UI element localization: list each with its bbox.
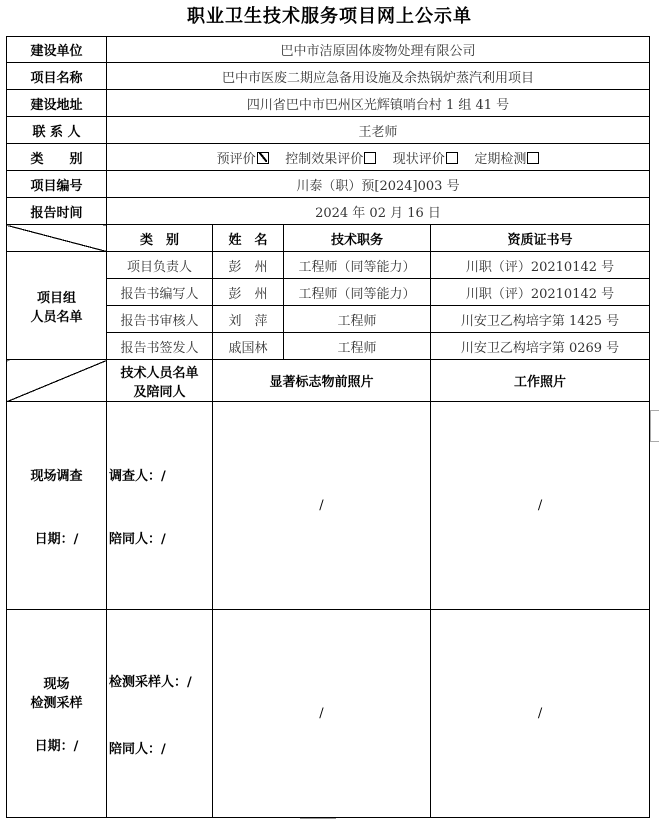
project-name-value: 巴中市医废二期应急备用设施及余热锅炉蒸汽利用项目 <box>107 63 650 90</box>
option-pre-evaluation[interactable]: 预评价 <box>217 152 269 167</box>
survey-work-photo: / <box>431 402 650 610</box>
team-header-role: 类 别 <box>107 225 213 252</box>
sampling-date: 日期：/ <box>34 739 79 754</box>
construction-unit-value: 巴中市洁原固体废物处理有限公司 <box>107 37 650 63</box>
team-cert: 川安卫乙构培字第 0269 号 <box>431 333 650 360</box>
survey-date: 日期：/ <box>34 531 79 547</box>
address-label: 建设地址 <box>7 90 107 117</box>
row-contact <box>7 117 650 144</box>
team-name: 戚国林 <box>213 333 284 360</box>
team-header-title: 技术职务 <box>284 225 431 252</box>
team-role: 报告书审核人 <box>107 306 213 333</box>
checkbox-icon[interactable] <box>446 152 458 164</box>
team-name: 刘 萍 <box>213 306 284 333</box>
team-cert: 川安卫乙构培字第 1425 号 <box>431 306 650 333</box>
project-number-value: 川泰（职）预[2024]003 号 <box>107 171 650 198</box>
team-title: 工程师 <box>284 306 431 333</box>
survey-row <box>7 402 650 610</box>
report-date-label: 报告时间 <box>7 198 107 225</box>
sampling-label-line2: 检测采样 <box>30 696 83 711</box>
row-category <box>7 144 650 171</box>
sampling-companion: 陪同人：/ <box>109 741 166 757</box>
address-value: 四川省巴中市巴州区光辉镇哨台村 1 组 41 号 <box>107 90 650 117</box>
notice-table <box>6 36 650 818</box>
row-address <box>7 90 650 117</box>
row-project-name <box>7 63 650 90</box>
option-control-effect-evaluation[interactable]: 控制效果评价 <box>285 152 376 167</box>
row-project-number <box>7 171 650 198</box>
construction-unit-label: 建设单位 <box>7 37 107 63</box>
survey-label: 现场调查 <box>30 468 83 484</box>
team-header-cert: 资质证书号 <box>431 225 650 252</box>
project-name-label: 项目名称 <box>7 63 107 90</box>
survey-sign-photo: / <box>213 402 431 610</box>
checkbox-icon[interactable] <box>364 152 376 164</box>
survey-label-cell <box>7 402 107 610</box>
team-role: 报告书编写人 <box>107 279 213 306</box>
sampling-staff-cell <box>107 610 213 818</box>
team-role: 项目负责人 <box>107 252 213 279</box>
team-header-row <box>7 225 650 252</box>
contact-label: 联 系 人 <box>7 117 107 144</box>
team-group-label: 项目组 人员名单 <box>7 252 107 360</box>
sign-photo-header: 显著标志物前照片 <box>213 360 431 402</box>
project-number-label: 项目编号 <box>7 171 107 198</box>
report-date-value: 2024 年 02 月 16 日 <box>107 198 650 225</box>
photos-header-row <box>7 360 650 402</box>
sampling-sampler: 检测采样人：/ <box>109 674 192 690</box>
diagonal-cell <box>7 360 107 402</box>
team-title: 工程师 <box>284 333 431 360</box>
sampling-row <box>7 610 650 818</box>
checked-box-icon[interactable] <box>257 152 269 164</box>
survey-staff-cell <box>107 402 213 610</box>
team-header-name: 姓 名 <box>213 225 284 252</box>
side-resize-handle[interactable] <box>650 410 659 442</box>
team-cert: 川职（评）20210142 号 <box>431 279 650 306</box>
diagonal-cell <box>7 225 107 252</box>
checkbox-icon[interactable] <box>527 152 539 164</box>
team-role: 报告书签发人 <box>107 333 213 360</box>
page-title: 职业卫生技术服务项目网上公示单 <box>187 6 472 27</box>
option-status-evaluation[interactable]: 现状评价 <box>393 152 458 167</box>
sampling-sign-photo: / <box>213 610 431 818</box>
team-title: 工程师（同等能力） <box>284 252 431 279</box>
survey-companion: 陪同人：/ <box>109 531 166 547</box>
sampling-work-photo: / <box>431 610 650 818</box>
sampling-label-cell <box>7 610 107 818</box>
staff-header: 技术人员名单 及陪同人 <box>107 360 213 402</box>
team-title: 工程师（同等能力） <box>284 279 431 306</box>
team-cert: 川职（评）20210142 号 <box>431 252 650 279</box>
contact-value: 王老师 <box>107 117 650 144</box>
team-row <box>7 252 650 279</box>
team-name: 彭 州 <box>213 252 284 279</box>
team-name: 彭 州 <box>213 279 284 306</box>
survey-investigator: 调查人：/ <box>109 468 166 484</box>
row-construction-unit <box>7 37 650 63</box>
work-photo-header: 工作照片 <box>431 360 650 402</box>
option-periodic-testing[interactable]: 定期检测 <box>474 152 539 167</box>
category-options <box>107 144 650 171</box>
sampling-label-line1: 现场 <box>43 677 70 692</box>
row-report-date <box>7 198 650 225</box>
category-label: 类 别 <box>7 144 107 171</box>
